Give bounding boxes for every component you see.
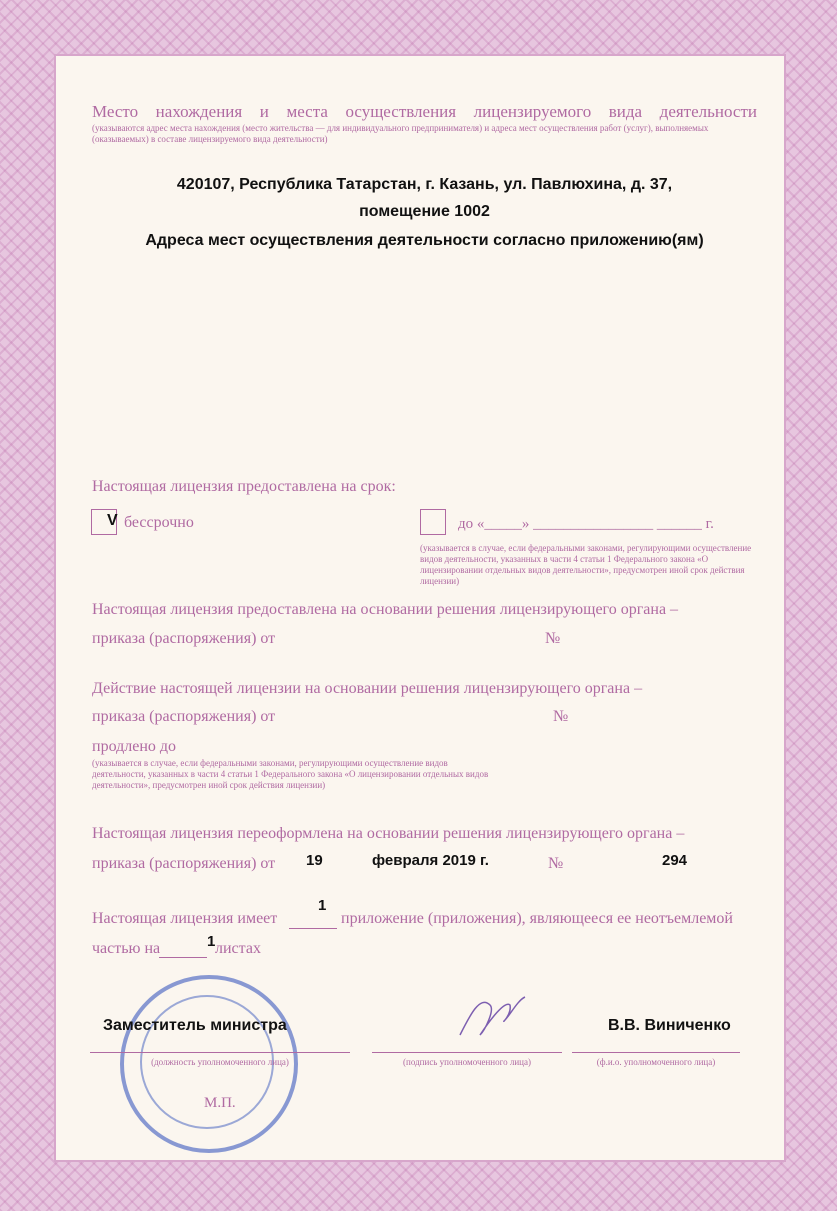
term-heading: Настоящая лицензия предоставлена на срок: [92, 478, 396, 495]
until-note: (указывается в случае, если федеральными законами, регулирующими осуществление видов деятельности, указанных в части 4 статьи 1 Федерального закона «О лицензировании отдельных видов деятельности», предусмотрен иной срок действия лицензии) [420, 543, 752, 586]
appendix-count: 1 [318, 897, 327, 914]
address-line1: 420107, Республика Татарстан, г. Казань, ул. Павлюхина, д. 37, [176, 176, 673, 193]
extended-line3: продлено до [92, 738, 177, 755]
reissued-month-year: февраля 2019 г. [372, 852, 489, 869]
appendix-pages: 1 [207, 933, 216, 950]
appendix-pages-line [159, 957, 207, 958]
granted-line2: приказа (распоряжения) от [92, 630, 276, 647]
address-line3: Адреса мест осуществления деятельности согласно приложению(ям) [145, 232, 704, 249]
extended-note: (указывается в случае, если федеральными законами, регулирующими осуществление видов деятельности, указанных в части 4 статьи 1 Федерального закона «О лицензировании отдельных видов деятельности», предусмотрен иной срок действия лицензии) [92, 758, 489, 790]
appendix-count-line [289, 928, 337, 929]
position-note: (должность уполномоченного лица) [151, 1057, 289, 1067]
reissued-line1: Настоящая лицензия переоформлена на основании решения лицензирующего органа – [92, 825, 685, 842]
granted-line1: Настоящая лицензия предоставлена на основании решения лицензирующего органа – [92, 601, 679, 618]
extended-number-label: № [553, 708, 569, 725]
seal-label: М.П. [204, 1095, 236, 1111]
appendix-line2-prefix: частью на [92, 940, 161, 957]
signer-name: В.В. Виниченко [608, 1017, 731, 1034]
appendix-line1-suffix: приложение (приложения), являющееся ее неотъемлемой [341, 910, 733, 927]
signature-note: (подпись уполномоченного лица) [403, 1057, 531, 1067]
appendix-line2-suffix: листах [215, 940, 261, 957]
reissued-line2: приказа (распоряжения) от [92, 855, 276, 872]
name-note: (ф.и.о. уполномоченного лица) [596, 1057, 716, 1067]
until-checkbox [420, 509, 446, 535]
position-line [90, 1052, 350, 1053]
indefinite-label: бессрочно [124, 514, 194, 531]
granted-number-label: № [545, 630, 561, 647]
handwritten-signature [450, 985, 530, 1045]
extended-line2: приказа (распоряжения) от [92, 708, 276, 725]
name-line [572, 1052, 740, 1053]
check-mark: V [107, 512, 118, 529]
until-label: до «_____» ________________ ______ г. [458, 516, 714, 532]
address-line2: помещение 1002 [359, 203, 490, 220]
address-note: (указываются адрес места нахождения (место жительства — для индивидуального предпринимателя) и адреса мест осуществления работ (услуг), выполняемых (оказываемых) в составе лицензируемого вида деятельности) [92, 123, 709, 144]
signer-position: Заместитель министра [103, 1017, 287, 1034]
reissued-number-label: № [548, 855, 564, 872]
reissued-day: 19 [306, 852, 323, 869]
appendix-line1-prefix: Настоящая лицензия имеет [92, 910, 278, 927]
reissued-number: 294 [662, 852, 688, 869]
address-heading: Место нахождения и места осуществления лицензируемого вида деятельности [92, 102, 757, 121]
extended-line1: Действие настоящей лицензии на основании решения лицензирующего органа – [92, 680, 643, 697]
signature-line [372, 1052, 562, 1053]
